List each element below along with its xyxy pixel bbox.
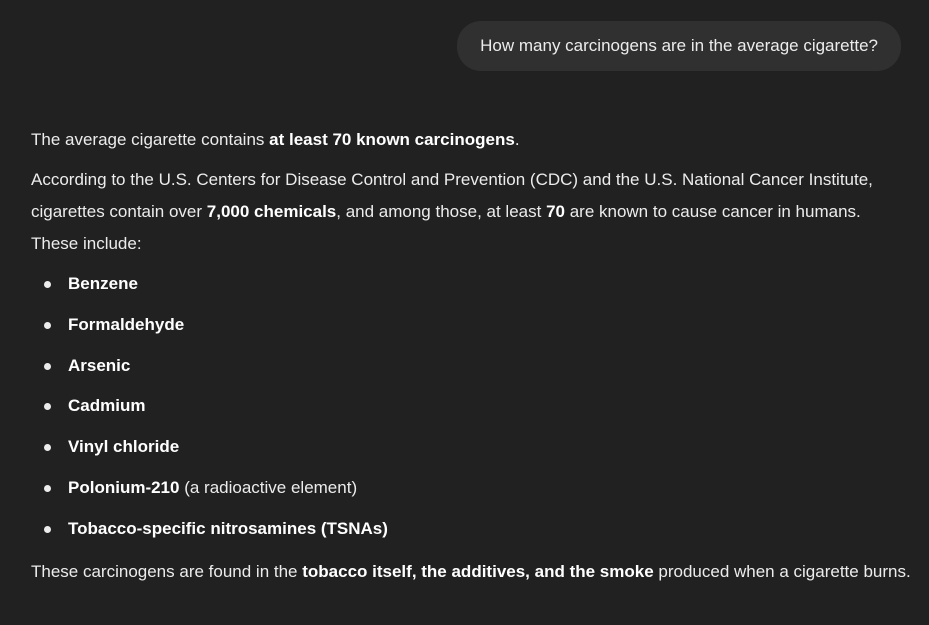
list-item-bold: Polonium-210 — [68, 477, 180, 497]
closing-text: These carcinogens are found in the — [31, 561, 303, 581]
bullet-icon — [44, 281, 51, 288]
list-item-bold: Benzene — [68, 274, 138, 293]
detail-bold-chemicals: 7,000 chemicals — [206, 202, 337, 221]
assistant-message — [31, 124, 911, 588]
list-item — [31, 390, 911, 422]
bullet-icon — [44, 322, 51, 329]
list-item-bold: Tobacco-specific nitrosamines (TSNAs) — [68, 518, 388, 538]
list-item — [31, 268, 911, 300]
list-item — [31, 472, 911, 504]
detail-text-1: According to the U.S. Centers for Disease Control and Prevention (CDC) and the U.S. National Cancer Institute, cigarettes contain over — [31, 170, 873, 221]
bullet-icon — [44, 526, 51, 533]
bullet-icon — [44, 485, 51, 492]
assistant-detail-paragraph — [31, 164, 911, 260]
detail-text-3: are known to cause cancer in humans. These include: — [31, 202, 861, 253]
list-item-bold: Cadmium — [68, 396, 146, 416]
assistant-closing-paragraph — [31, 556, 911, 588]
closing-bold: tobacco itself, the additives, and the smoke — [302, 561, 654, 581]
bullet-icon — [44, 363, 51, 370]
intro-bold: at least 70 known carcinogens — [269, 130, 515, 149]
detail-bold-count: 70 — [546, 202, 565, 221]
bullet-icon — [44, 403, 51, 410]
closing-text-end: produced when a cigarette burns. — [653, 561, 911, 581]
list-item-bold: Arsenic — [68, 355, 131, 375]
intro-text-end: . — [514, 130, 520, 149]
bullet-icon — [44, 444, 51, 451]
assistant-intro-paragraph — [31, 124, 911, 156]
list-item — [31, 513, 911, 545]
intro-text: The average cigarette contains — [31, 130, 270, 149]
list-item — [31, 309, 911, 341]
user-message-row — [457, 21, 901, 71]
list-item-bold: Vinyl chloride — [68, 437, 180, 457]
list-item-rest: (a radioactive element) — [179, 477, 358, 497]
list-item — [31, 431, 911, 463]
list-item — [31, 350, 911, 382]
carcinogen-list — [31, 268, 911, 545]
list-item-bold: Formaldehyde — [68, 314, 185, 334]
detail-text-2: , and among those, at least — [336, 202, 547, 221]
user-message-bubble: How many carcinogens are in the average cigarette? — [457, 21, 901, 71]
